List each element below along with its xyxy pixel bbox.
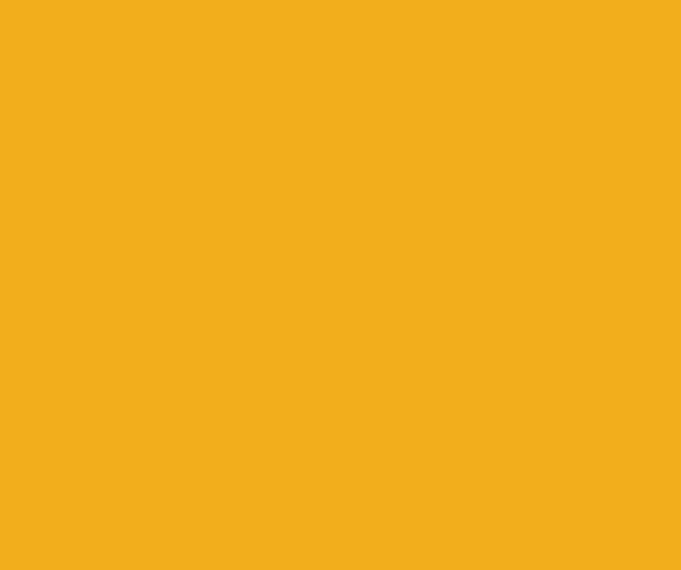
pencils-bottom-decoration	[0, 490, 681, 570]
pencils-top-decoration	[0, 0, 681, 110]
